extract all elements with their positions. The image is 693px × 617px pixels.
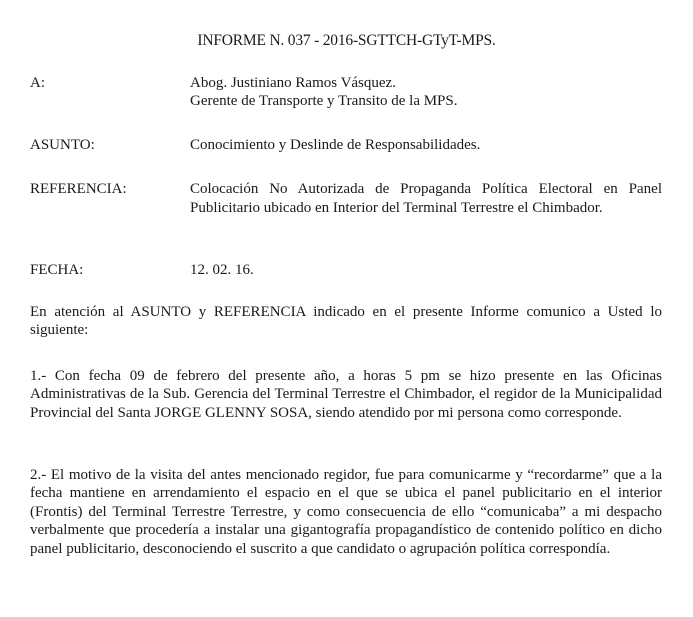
field-value xyxy=(190,74,670,110)
field-value: Colocación No Autorizada de Propaganda Política Electoral en Panel Publicitario ubicado en Interior del Terminal Terrestre el Chimbador. xyxy=(190,181,662,216)
field-label: REFERENCIA: xyxy=(30,181,127,197)
document-title: INFORME N. 037 - 2016-SGTTCH-GTyT-MPS. xyxy=(197,32,496,49)
paragraph-2: 2.- El motivo de la visita del antes mencionado regidor, fue para comunicarme y “recordarme” que a la fecha mantiene en arrendamiento el espacio en el que se ubica el panel publicitario en el interior (Frontis) del Terminal Terrestre Terrestre, y como consecuencia de ello “comunicaba” a mi despacho verbalmente que procedería a instalar una gigantografía propagandístico de contenido político en dicho panel publicitario, desconociendo el suscrito a que candidato o agrupación política correspondía. xyxy=(30,467,662,557)
field-label: A: xyxy=(30,75,45,91)
field-label: FECHA: xyxy=(30,262,84,278)
paragraph-1: 1.- Con fecha 09 de febrero del presente año, a horas 5 pm se hizo presente en las Oficinas Administrativas de la Sub. Gerencia del Terminal Terrestre el Chimbador, el regidor de la Municipalidad Provincial del Santa JORGE GLENNY SOSA, siendo atendido por mi persona como corresponde. xyxy=(30,368,662,421)
intro-paragraph: En atención al ASUNTO y REFERENCIA indicado en el presente Informe comunico a Usted lo siguiente: xyxy=(30,304,662,339)
field-value: 12. 02. 16. xyxy=(190,262,254,278)
recipient-name: Abog. Justiniano Ramos Vásquez. xyxy=(190,75,396,91)
field-label: ASUNTO: xyxy=(30,137,95,153)
field-value: Conocimiento y Deslinde de Responsabilidades. xyxy=(190,137,481,153)
recipient-title: Gerente de Transporte y Transito de la MPS. xyxy=(190,93,458,109)
